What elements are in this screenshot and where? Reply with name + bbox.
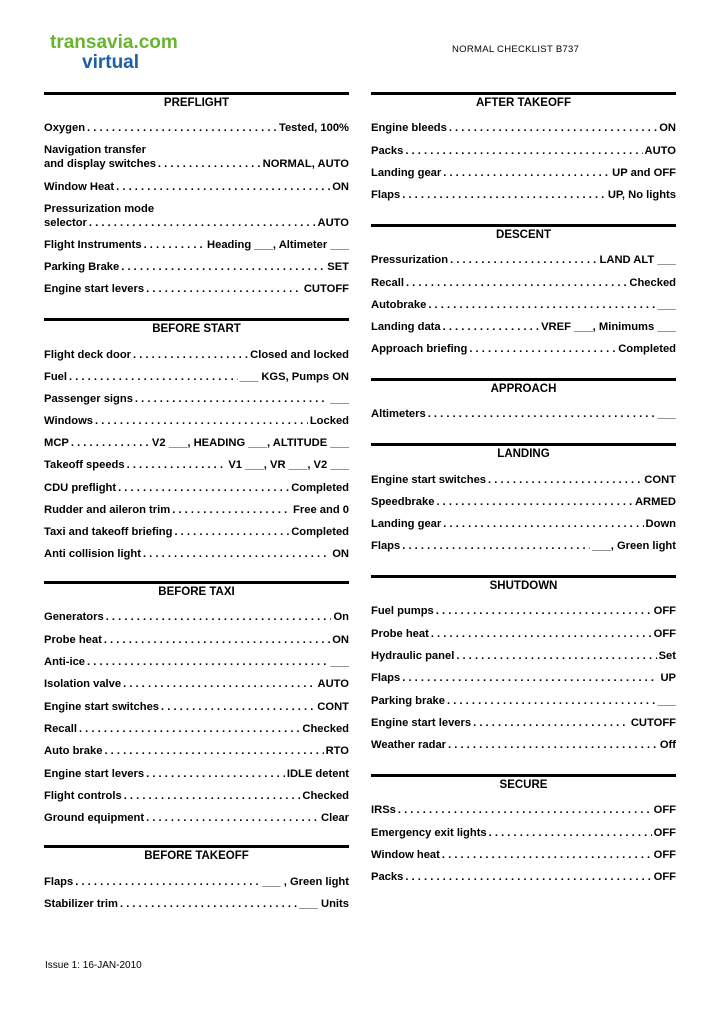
item-label: Rudder and aileron trim [44,503,171,516]
dot-leader [161,700,315,714]
item-label: Parking Brake [44,261,120,274]
checklist-item [44,632,349,646]
checklist-item [44,503,349,517]
item-label: Packs [371,144,404,157]
item-value: On [333,611,349,624]
checklist-item [44,414,349,428]
dot-leader [87,655,328,669]
checklist-item [371,870,676,884]
checklist-item [371,320,676,334]
item-value: Free and 0 [293,503,349,516]
dot-leader [402,671,658,685]
item-label: Engine start levers [371,716,472,729]
checklist-item [44,202,349,230]
dot-leader [106,610,332,624]
checklist-item [371,539,676,553]
checklist-item [44,547,349,561]
section-title: BEFORE START [44,318,349,340]
section-descent [371,224,676,370]
checklist-item [371,166,676,180]
section-after-takeoff [371,92,676,216]
section-before-taxi [44,581,349,839]
dot-leader [87,121,277,135]
dot-leader [146,282,302,296]
item-label: Weather radar [371,739,447,752]
checklist-item [44,121,349,135]
checklist-item [44,179,349,193]
dot-leader [488,473,642,487]
dot-leader [69,370,238,384]
item-value: RTO [325,745,349,758]
item-value: ___ [657,298,676,311]
dot-leader [146,767,285,781]
checklist-item [371,188,676,202]
item-label: Taxi and takeoff briefing [44,526,173,538]
item-label: Window Heat [44,180,115,193]
item-label: Isolation valve [44,678,122,691]
item-label: MCP [44,437,69,450]
item-label: Flight Instruments [44,238,142,251]
item-label: Takeoff speeds [44,459,125,472]
item-label: Altimeters [371,408,426,421]
checklist-item [44,525,349,539]
item-value: ON [332,180,349,193]
item-label: Engine start switches [44,700,160,713]
checklist-item [371,121,676,135]
dot-leader [133,348,248,362]
dot-leader [124,789,301,803]
issue-footer: Issue 1: 16-JAN-2010 [45,960,142,971]
checklist-item [44,458,349,472]
item-value: Completed [618,343,676,356]
section-title: SHUTDOWN [371,575,676,597]
checklist-item [371,604,676,618]
item-value: CUTOFF [630,716,676,729]
item-value: OFF [653,804,676,817]
item-value: ON [659,122,676,135]
dot-leader [398,803,652,817]
item-value: ___ [330,656,349,669]
checklist-item [371,825,676,839]
item-value: Clear [321,812,349,825]
item-value: OFF [653,849,676,862]
checklist-item [44,260,349,274]
dot-leader [428,407,656,421]
dot-leader [135,392,328,406]
item-value: ON [332,633,349,646]
section-title: PREFLIGHT [44,92,349,114]
checklist-item [44,143,349,171]
item-label: Anti collision light [44,548,141,561]
item-label: Flight deck door [44,348,132,361]
left-column [44,92,349,925]
dot-leader [443,166,610,180]
item-value: Heading ___, Altimeter ___ [207,238,349,251]
checklist-item [44,677,349,691]
checklist-item [44,238,349,252]
item-value: Tested, 100% [278,122,349,135]
item-label: Flaps [371,540,401,553]
item-value: LAND ALT ___ [599,254,676,267]
item-label: Engine start levers [44,767,145,780]
item-value: Off [659,739,676,752]
checklist-item [44,699,349,713]
dot-leader [89,216,316,230]
item-label: selector [44,216,87,229]
item-value: UP and OFF [612,166,676,179]
item-label: Approach briefing [371,343,468,356]
checklist-item [371,298,676,312]
checklist-item [371,407,676,421]
section-before-takeoff [44,845,349,925]
checklist-item [371,716,676,730]
logo-text-bottom: virtual [82,52,140,72]
dot-leader [158,157,261,171]
dot-leader [436,495,633,509]
item-label: Navigation transfer [44,144,146,157]
item-label: Packs [371,871,404,884]
item-label: Fuel [44,370,67,383]
dot-leader [104,633,330,647]
checklist-item [371,626,676,640]
item-value: NORMAL, AUTO [262,158,349,171]
item-value: OFF [653,605,676,618]
item-value: V2 ___, HEADING ___, ALTITUDE ___ [151,437,349,450]
item-label: Auto brake [44,745,103,758]
dot-leader [118,481,289,495]
section-before-start [44,318,349,575]
dot-leader [79,722,300,736]
item-label: Pressurization mode [44,202,155,215]
item-label: Flaps [371,189,401,202]
item-value: Checked [302,722,349,735]
item-value: UP, No lights [607,189,676,202]
item-value: OFF [653,871,676,884]
checklist-item [44,610,349,624]
dot-leader [146,811,319,825]
item-label: Generators [44,611,104,624]
checklist-item [371,848,676,862]
item-value: Completed [291,526,349,538]
dot-leader [104,744,323,758]
checklist-item [44,370,349,384]
dot-leader [428,298,655,312]
item-value: CONT [644,473,676,486]
dot-leader [405,144,642,158]
dot-leader [443,320,539,334]
checklist-item [44,789,349,803]
item-value: AUTO [317,678,349,691]
section-title: SECURE [371,774,676,796]
item-value: ___ [330,392,349,405]
item-value: Down [645,517,676,530]
checklist-item [371,253,676,267]
dot-leader [436,604,652,618]
item-value: AUTO [644,144,676,157]
checklist-item [44,392,349,406]
dot-leader [75,875,260,889]
checklist-item [371,738,676,752]
item-value: ___ [657,694,676,707]
item-value: ARMED [634,495,676,508]
dot-leader [448,738,658,752]
transavia-logo [50,30,190,72]
checklist-item [44,655,349,669]
dot-leader [456,649,656,663]
item-label: Recall [44,722,77,735]
item-value: ___ [657,408,676,421]
item-value: ___, Green light [592,540,676,553]
dot-leader [172,503,291,517]
item-value: AUTO [317,216,349,229]
dot-leader [473,716,629,730]
item-value: IDLE detent [286,767,349,780]
item-label: and display switches [44,158,156,171]
section-title: DESCENT [371,224,676,246]
dot-leader [121,260,325,274]
item-value: Set [658,649,676,662]
section-title: AFTER TAKEOFF [371,92,676,114]
item-label: Windows [44,415,93,428]
dot-leader [127,458,227,472]
dot-leader [116,180,330,194]
dot-leader [442,848,652,862]
item-value: UP [660,672,676,685]
dot-leader [431,627,652,641]
section-title: APPROACH [371,378,676,400]
checklist-item [371,671,676,685]
item-label: Passenger signs [44,392,133,405]
item-label: CDU preflight [44,481,117,494]
section-approach [371,378,676,435]
dot-leader [71,436,150,450]
checklist-item [44,722,349,736]
item-value: ON [332,548,349,561]
checklist-item [371,649,676,663]
item-label: Window heat [371,849,440,862]
section-shutdown [371,575,676,766]
logo-text-top: transavia.com [50,32,178,53]
dot-leader [450,253,597,267]
dot-leader [469,342,616,356]
section-title: BEFORE TAXI [44,581,349,603]
item-label: Pressurization [371,254,449,267]
checklist-item [371,342,676,356]
item-label: Parking brake [371,694,445,707]
dot-leader [95,414,308,428]
item-value: ___ , Green light [261,875,349,888]
item-value: Completed [291,481,349,494]
item-label: Probe heat [371,627,429,640]
dot-leader [489,826,652,840]
dot-leader [449,121,657,135]
section-preflight [44,92,349,310]
item-value: Checked [629,276,676,289]
item-label: Speedbrake [371,495,435,508]
dot-leader [406,276,627,290]
item-label: Fuel pumps [371,605,434,618]
checklist-item [44,766,349,780]
dot-leader [402,188,606,202]
item-label: Ground equipment [44,812,145,825]
dot-leader [443,517,643,531]
item-value: Locked [309,415,349,428]
item-label: Engine start switches [371,473,487,486]
item-label: Autobrake [371,298,427,311]
item-value: CONT [317,700,349,713]
item-value: OFF [653,627,676,640]
item-value: VREF ___, Minimums ___ [541,320,676,333]
item-label: Landing data [371,320,441,333]
dot-leader [120,897,297,911]
item-value: ___ KGS, Pumps ON [239,370,349,383]
checklist-item [44,480,349,494]
section-landing [371,443,676,567]
document-title: NORMAL CHECKLIST B737 [452,44,580,55]
dot-leader [402,539,590,553]
item-value: Closed and locked [250,348,349,361]
checklist-item [371,275,676,289]
dot-leader [123,677,315,691]
item-label: Stabilizer trim [44,898,118,911]
dot-leader [174,525,289,539]
item-label: Landing gear [371,517,442,530]
checklist-item [371,472,676,486]
item-label: Recall [371,276,404,289]
section-title: LANDING [371,443,676,465]
checklist-item [371,517,676,531]
dot-leader [447,694,655,708]
item-value: V1 ___, VR ___, V2 ___ [228,459,349,472]
section-title: BEFORE TAKEOFF [44,845,349,867]
item-label: Probe heat [44,633,102,646]
item-label: Emergency exit lights [371,826,487,839]
right-column [371,92,676,898]
item-label: Anti-ice [44,656,86,669]
item-label: Engine start levers [44,283,145,296]
item-label: Flight controls [44,789,122,802]
checklist-item [44,874,349,889]
section-secure [371,774,676,898]
dot-leader [405,870,651,884]
checklist-item [44,347,349,361]
checklist-item [371,803,676,817]
item-value: CUTOFF [303,283,349,296]
checklist-item [44,897,349,912]
item-label: Engine bleeds [371,122,447,135]
item-value: SET [327,261,349,274]
checklist-item [44,436,349,450]
item-value: Checked [302,789,349,802]
item-label: Oxygen [44,122,86,135]
checklist-item [371,495,676,509]
checklist-item [371,693,676,707]
checklist-item [371,143,676,157]
item-label: Flaps [371,672,401,685]
item-label: Landing gear [371,166,442,179]
checklist-item [44,744,349,758]
checklist-item [44,811,349,825]
item-label: Flaps [44,875,74,888]
item-value: ___ Units [299,898,349,911]
dot-leader [144,238,205,252]
dot-leader [143,547,330,561]
checklist-item [44,282,349,296]
item-label: IRSs [371,804,396,817]
item-value: OFF [653,826,676,839]
item-label: Hydraulic panel [371,649,455,662]
